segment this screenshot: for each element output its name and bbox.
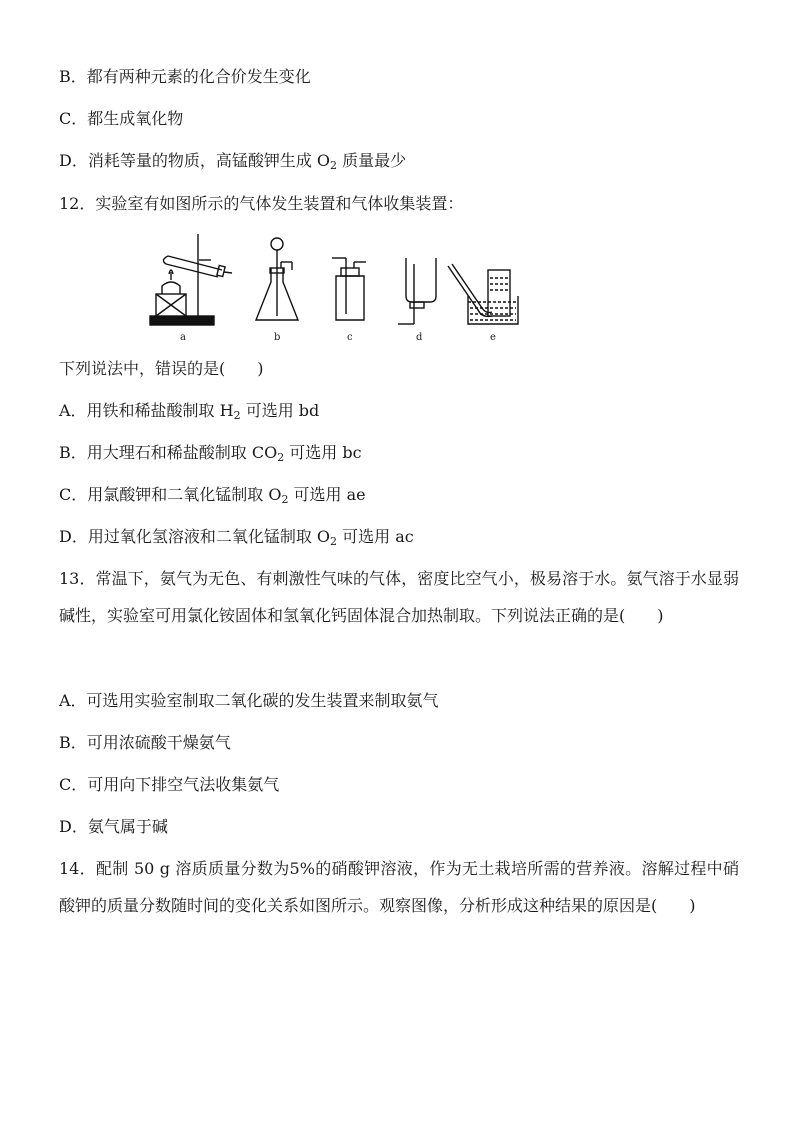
q12-prompt: 下列说法中，错误的是( ) — [59, 359, 264, 378]
q13-option-a: A．可选用实验室制取二氧化碳的发生装置来制取氨气 — [59, 691, 439, 710]
q13-option-d: D．氨气属于碱 — [59, 817, 168, 836]
q12-option-c: C．用氯酸钾和二氧化锰制取 $O_2$ 可选用 ae — [59, 485, 366, 506]
label-c: c — [347, 332, 353, 343]
q12-option-b: B．用大理石和稀盐酸制取 $CO_2$ 可选用 bc — [59, 443, 362, 464]
q13-option-c: C．可用向下排空气法收集氨气 — [59, 775, 280, 794]
q13-stem: 13．常温下，氨气为无色、有刺激性气味的气体，密度比空气小，极易溶于水。氨气溶于水显弱碱性，实验室可用氯化铵固体和氢氧化钙固体混合加热制取。下列说法正确的是( ) — [59, 569, 739, 625]
apparatus-d — [398, 258, 436, 324]
apparatus-e — [448, 264, 518, 324]
apparatus-b — [256, 238, 298, 320]
apparatus-diagram — [148, 228, 548, 346]
q12-stem: 12．实验室有如图所示的气体发生装置和气体收集装置： — [59, 194, 464, 213]
q12-option-d: D．用过氧化氢溶液和二氧化锰制取 $O_2$ 可选用 ac — [59, 527, 414, 548]
label-e: e — [490, 332, 496, 343]
apparatus-a — [150, 234, 232, 325]
label-a: a — [180, 332, 186, 343]
q11-option-b: B．都有两种元素的化合价发生变化 — [59, 67, 311, 86]
q12-option-a: A．用铁和稀盐酸制取 $H_2$ 可选用 bd — [59, 401, 320, 422]
q11-option-d: D．消耗等量的物质，高锰酸钾生成 $O_2$ 质量最少 — [59, 151, 407, 172]
label-b: b — [274, 332, 281, 343]
label-d: d — [416, 332, 423, 343]
q11-option-c: C．都生成氧化物 — [59, 109, 184, 128]
q13-option-b: B．可用浓硫酸干燥氨气 — [59, 733, 231, 752]
apparatus-c — [332, 258, 366, 320]
q14-stem: 14．配制 50 g 溶质质量分数为5%的硝酸钾溶液，作为无土栽培所需的营养液。溶解过程中硝酸钾的质量分数随时间的变化关系如图所示。观察图像，分析形成这种结果的原因是( ) — [59, 859, 739, 915]
apparatus-figure — [148, 228, 548, 346]
